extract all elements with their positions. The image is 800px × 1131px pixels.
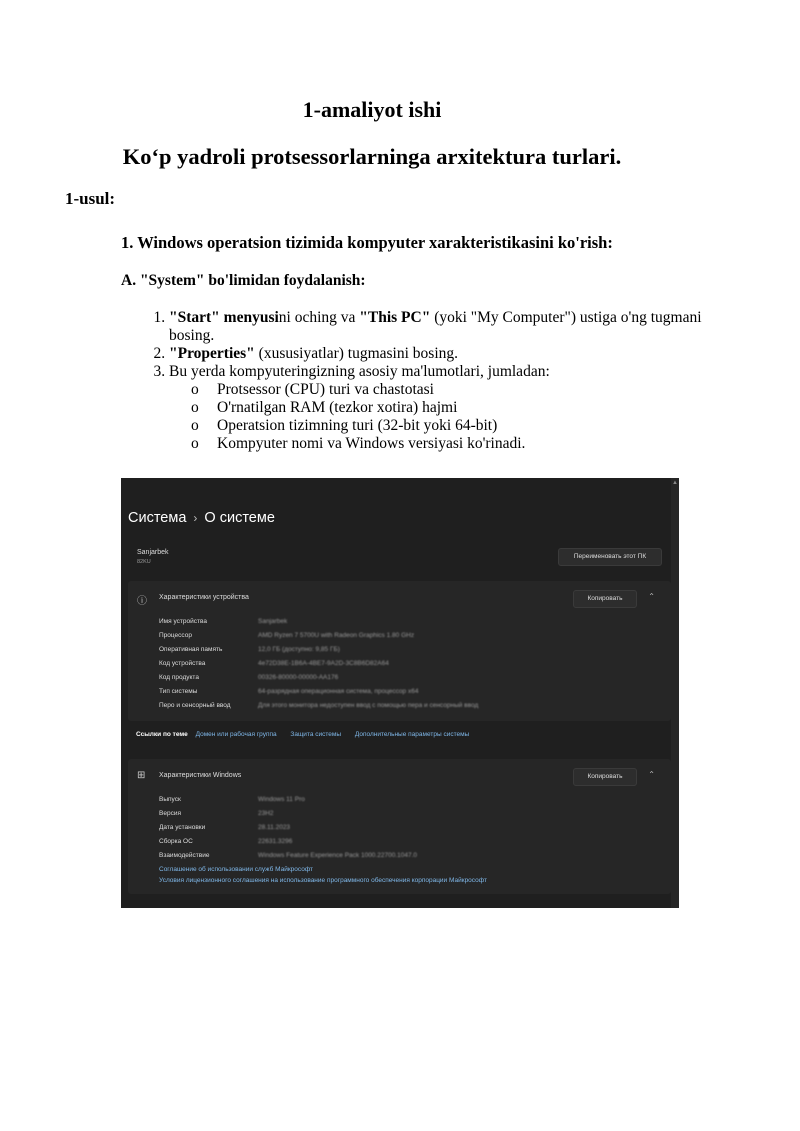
table-row — [159, 688, 659, 702]
related-links-bar — [136, 731, 481, 738]
page-title: 1-amaliyot ishi — [302, 97, 442, 122]
list-item — [191, 435, 729, 453]
pc-model: 82KU — [137, 559, 151, 565]
device-specs-panel — [128, 581, 671, 721]
spec-key: Выпуск — [159, 796, 181, 803]
spec-value: 00326-80000-00000-AA176 — [258, 674, 339, 681]
copy-windows-specs-button[interactable]: Копировать — [573, 768, 637, 786]
spec-key: Сборка ОС — [159, 838, 193, 845]
list-item — [191, 381, 729, 399]
device-specs-title: Характеристики устройства — [159, 594, 249, 601]
step-3-text: Bu yerda kompyuteringizning asosiy ma'lumotlari, jumladan: — [169, 363, 550, 380]
breadcrumb-current: О системе — [204, 510, 275, 526]
bullet-o: o — [191, 381, 199, 398]
step-3 — [169, 363, 729, 453]
step-1-text-a: ni oching va — [278, 309, 360, 326]
link-advanced-system-settings[interactable]: Дополнительные параметры системы — [354, 731, 470, 738]
table-row — [159, 674, 659, 688]
spec-key: Версия — [159, 810, 181, 817]
bullet-o: o — [191, 417, 199, 434]
list-item-text: Operatsion tizimning turi (32-bit yoki 64-bit) — [217, 417, 498, 434]
chevron-up-icon[interactable]: ⌃ — [648, 592, 655, 601]
list-item-text: Protsessor (CPU) turi va chastotasi — [217, 381, 434, 398]
table-row — [159, 632, 659, 646]
related-links-label: Ссылки по теме — [136, 731, 188, 738]
table-row — [159, 824, 659, 838]
list-item — [191, 399, 729, 417]
breadcrumb-separator-icon: › — [193, 511, 198, 525]
info-icon: ⓘ — [137, 596, 147, 607]
table-row — [159, 660, 659, 674]
spec-value: 22631.3296 — [258, 838, 293, 845]
spec-key: Процессор — [159, 632, 192, 639]
spec-value: Windows 11 Pro — [258, 796, 305, 803]
spec-key: Оперативная память — [159, 646, 223, 653]
spec-value: 12,0 ГБ (доступно: 9,85 ГБ) — [258, 646, 340, 653]
step-1-text-b: (yoki "My Computer") ustiga o'ng tugmani bosing. — [169, 309, 702, 344]
windows-specs-header[interactable] — [128, 759, 671, 793]
step-1-bold-start: "Start" menyusi — [169, 309, 279, 326]
spec-value: 28.11.2023 — [258, 824, 291, 831]
device-specs-rows — [159, 618, 659, 716]
table-row — [159, 646, 659, 660]
section-heading: 1. Windows operatsion tizimida kompyuter xarakteristikasini ko'rish: — [121, 233, 613, 252]
spec-value: Windows Feature Experience Pack 1000.22700.1047.0 — [258, 852, 417, 859]
breadcrumb — [128, 510, 275, 526]
subsection-heading: A. "System" bo'limidan foydalanish: — [121, 272, 366, 289]
table-row — [159, 852, 659, 866]
system-about-screenshot — [121, 478, 679, 908]
steps-list — [121, 309, 729, 453]
table-row — [159, 702, 659, 716]
device-specs-header[interactable] — [128, 581, 671, 615]
spec-key: Код устройства — [159, 660, 206, 667]
spec-value: 4e72D38E-1B6A-4BE7-9A2D-3C8B6D82A64 — [258, 660, 389, 667]
spec-key: Тип системы — [159, 688, 198, 695]
pc-name: Sanjarbek — [137, 549, 169, 556]
link-system-protection[interactable]: Защита системы — [290, 731, 342, 738]
table-row — [159, 838, 659, 852]
table-row — [159, 796, 659, 810]
step-2-text: (xususiyatlar) tugmasini bosing. — [254, 345, 458, 362]
scroll-up-icon[interactable]: ▲ — [672, 480, 678, 486]
windows-specs-rows — [159, 796, 659, 888]
spec-key: Код продукта — [159, 674, 199, 681]
step-1-bold-thispc: "This PC" — [359, 309, 431, 326]
step-2-bold: "Properties" — [169, 345, 255, 362]
step-1 — [169, 309, 729, 345]
step-2 — [169, 345, 729, 363]
page-subtitle: Ko‘p yadroli protsessorlarninga arxitektura turlari. — [122, 144, 622, 169]
method-label: 1-usul: — [65, 189, 116, 208]
copy-device-specs-button[interactable]: Копировать — [573, 590, 637, 608]
table-row — [159, 810, 659, 824]
bullet-o: o — [191, 399, 199, 416]
bullet-o: o — [191, 435, 199, 452]
spec-key: Дата установки — [159, 824, 206, 831]
spec-key: Перо и сенсорный ввод — [159, 702, 231, 709]
chevron-up-icon[interactable]: ⌃ — [648, 770, 655, 779]
rename-pc-button[interactable]: Переименовать этот ПК — [558, 548, 662, 566]
spec-key: Имя устройства — [159, 618, 207, 625]
windows-specs-panel — [128, 759, 671, 894]
list-item — [191, 417, 729, 435]
spec-value: 64-разрядная операционная система, процессор x64 — [258, 688, 419, 695]
step-3-sublist — [169, 381, 729, 453]
scrollbar[interactable] — [671, 478, 679, 908]
spec-value: 23H2 — [258, 810, 274, 817]
windows-specs-title: Характеристики Windows — [159, 772, 242, 779]
table-row — [159, 618, 659, 632]
windows-logo-icon: ⊞ — [137, 770, 146, 781]
list-item-text: Kompyuter nomi va Windows versiyasi ko'rinadi. — [217, 435, 526, 452]
link-ms-license-terms[interactable]: Условия лицензионного соглашения на использование программного обеспечения корпорации Майкрософт — [159, 877, 487, 884]
spec-value: Для этого монитора недоступен ввод с помощью пера и сенсорный ввод — [258, 702, 479, 709]
list-item-text: O'rnatilgan RAM (tezkor xotira) hajmi — [217, 399, 458, 416]
spec-key: Взаимодействие — [159, 852, 210, 859]
link-ms-services-agreement[interactable]: Соглашение об использовании служб Майкрософт — [159, 866, 314, 873]
spec-value: Sanjarbek — [258, 618, 288, 625]
spec-value: AMD Ryzen 7 5700U with Radeon Graphics 1.80 GHz — [258, 632, 415, 639]
link-domain-workgroup[interactable]: Домен или рабочая группа — [195, 731, 277, 738]
breadcrumb-root[interactable]: Система — [128, 510, 187, 526]
